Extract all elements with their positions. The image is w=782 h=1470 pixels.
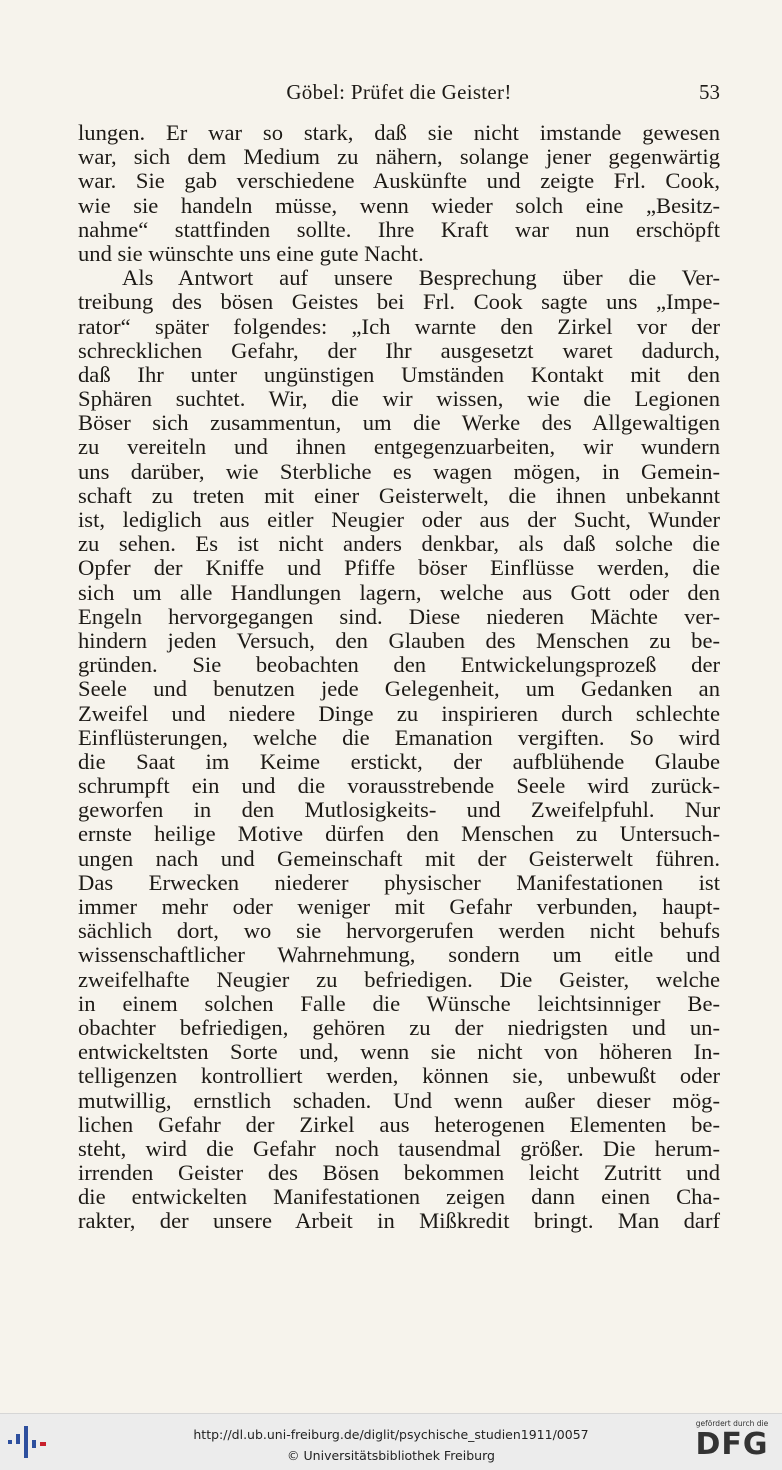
text-line: immer mehr oder weniger mit Gefahr verbunden, haupt-	[78, 894, 720, 919]
permalink-url[interactable]: http://dl.ub.uni-freiburg.de/diglit/psychische_studien1911/0057	[193, 1427, 589, 1442]
text-line: war. Sie gab verschiedene Auskünfte und zeigte Frl. Cook,	[78, 168, 720, 194]
text-line: sich um alle Handlungen lagern, welche aus Gott oder den	[78, 579, 720, 605]
text-line: entwickeltsten Sorte und, wenn sie nicht von höheren In-	[78, 1039, 720, 1065]
dfg-logo-icon: DFG	[695, 1427, 769, 1462]
text-line: geworfen in den Mutlosigkeits- und Zweifelpfuhl. Nur	[78, 797, 720, 823]
text-line: war, sich dem Medium zu nähern, solange jener gegenwärtig	[78, 144, 720, 170]
text-line: schrecklichen Gefahr, der Ihr ausgesetzt waret dadurch,	[78, 337, 720, 363]
text-line: Das Erwecken niederer physischer Manifestationen ist	[78, 869, 720, 895]
text-line: schaft zu treten mit einer Geisterwelt, die ihnen unbekannt	[78, 482, 720, 508]
text-line: Einflüsterungen, welche die Emanation vergiften. So wird	[78, 724, 720, 750]
text-line: gründen. Sie beobachten den Entwickelungsprozeß der	[78, 652, 720, 678]
sponsor-tagline: gefördert durch die	[695, 1419, 769, 1428]
text-line: sächlich dort, wo sie hervorgerufen werden nicht behufs	[78, 918, 720, 944]
text-line: ist, lediglich aus eitler Neugier oder aus der Sucht, Wunder	[78, 507, 720, 532]
running-head	[78, 80, 720, 108]
text-line: daß Ihr unter ungünstigen Umständen Kontakt mit den	[78, 361, 720, 387]
text-line: Seele und benutzen jede Gelegenheit, um Gedanken an	[78, 676, 720, 702]
text-line: uns darüber, wie Sterbliche es wagen mögen, in Gemein-	[78, 458, 720, 484]
viewer-footer	[0, 1413, 782, 1470]
text-line: in einem solchen Falle die Wünsche leichtsinniger Be-	[78, 990, 720, 1016]
text-line: Böser sich zusammentun, um die Werke des Allgewaltigen	[78, 410, 720, 436]
text-line: schrumpft ein und die vorausstrebende Seele wird zurück-	[78, 773, 720, 799]
text-line: lungen. Er war so stark, daß sie nicht imstande gewesen	[78, 120, 720, 145]
text-line: die entwickelten Manifestationen zeigen dann einen Cha-	[78, 1184, 720, 1210]
text-line: zu sehen. Es ist nicht anders denkbar, als daß solche die	[78, 531, 720, 557]
text-line: Engeln hervorgegangen sind. Diese niederen Mächte ver-	[78, 603, 720, 629]
text-line: nahme“ stattfinden sollte. Ihre Kraft war nun erschöpft	[78, 216, 720, 242]
text-line: treibung des bösen Geistes bei Frl. Cook sagte uns „Impe-	[78, 289, 720, 315]
text-line: lichen Gefahr der Zirkel aus heterogenen Elementen be-	[78, 1111, 720, 1137]
copyright-notice: © Universitätsbibliothek Freiburg	[287, 1448, 495, 1463]
body-text	[78, 121, 720, 1234]
text-line: die Saat im Keime erstickt, der aufblühende Glaube	[78, 748, 720, 774]
text-line: mutwillig, ernstlich schaden. Und wenn außer dieser mög-	[78, 1087, 720, 1113]
text-line: zu vereiteln und ihnen entgegenzuarbeiten, wir wundern	[78, 434, 720, 460]
running-title: Göbel: Prüfet die Geister!	[286, 80, 512, 104]
text-line: Als Antwort auf unsere Besprechung über die Ver-	[122, 265, 720, 291]
text-line: ernste heilige Motive dürfen den Menschen zu Untersuch-	[78, 821, 720, 847]
text-line: ungen nach und Gemeinschaft mit der Geisterwelt führen.	[78, 845, 720, 871]
text-line: wissenschaftlicher Wahrnehmung, sondern um eitle und	[78, 942, 720, 968]
text-line: hindern jeden Versuch, den Glauben des Menschen zu be-	[78, 627, 720, 653]
text-line: zweifelhafte Neugier zu befriedigen. Die Geister, welche	[78, 966, 720, 992]
dfg-sponsor-logo	[692, 1419, 772, 1467]
text-line: irrenden Geister des Bösen bekommen leicht Zutritt und	[78, 1160, 720, 1186]
text-line: Opfer der Kniffe und Pfiffe böser Einflüsse werden, die	[78, 555, 720, 581]
text-line: Zweifel und niedere Dinge zu inspirieren durch schlechte	[78, 700, 720, 726]
text-line: wie sie handeln müsse, wenn wieder solch eine „Besitz-	[78, 192, 720, 218]
text-line: Sphären suchtet. Wir, die wir wissen, wie die Legionen	[78, 386, 720, 412]
page-number: 53	[699, 80, 720, 104]
text-line: steht, wird die Gefahr noch tausendmal größer. Die herum-	[78, 1135, 720, 1161]
text-line: telligenzen kontrolliert werden, können sie, unbewußt oder	[78, 1063, 720, 1089]
text-line: obachter befriedigen, gehören zu der niedrigsten und un-	[78, 1014, 720, 1040]
text-line: rator“ später folgendes: „Ich warnte den Zirkel vor der	[78, 313, 720, 339]
text-line: rakter, der unsere Arbeit in Mißkredit bringt. Man darf	[78, 1208, 720, 1234]
text-line: und sie wünschte uns eine gute Nacht.	[78, 240, 424, 266]
